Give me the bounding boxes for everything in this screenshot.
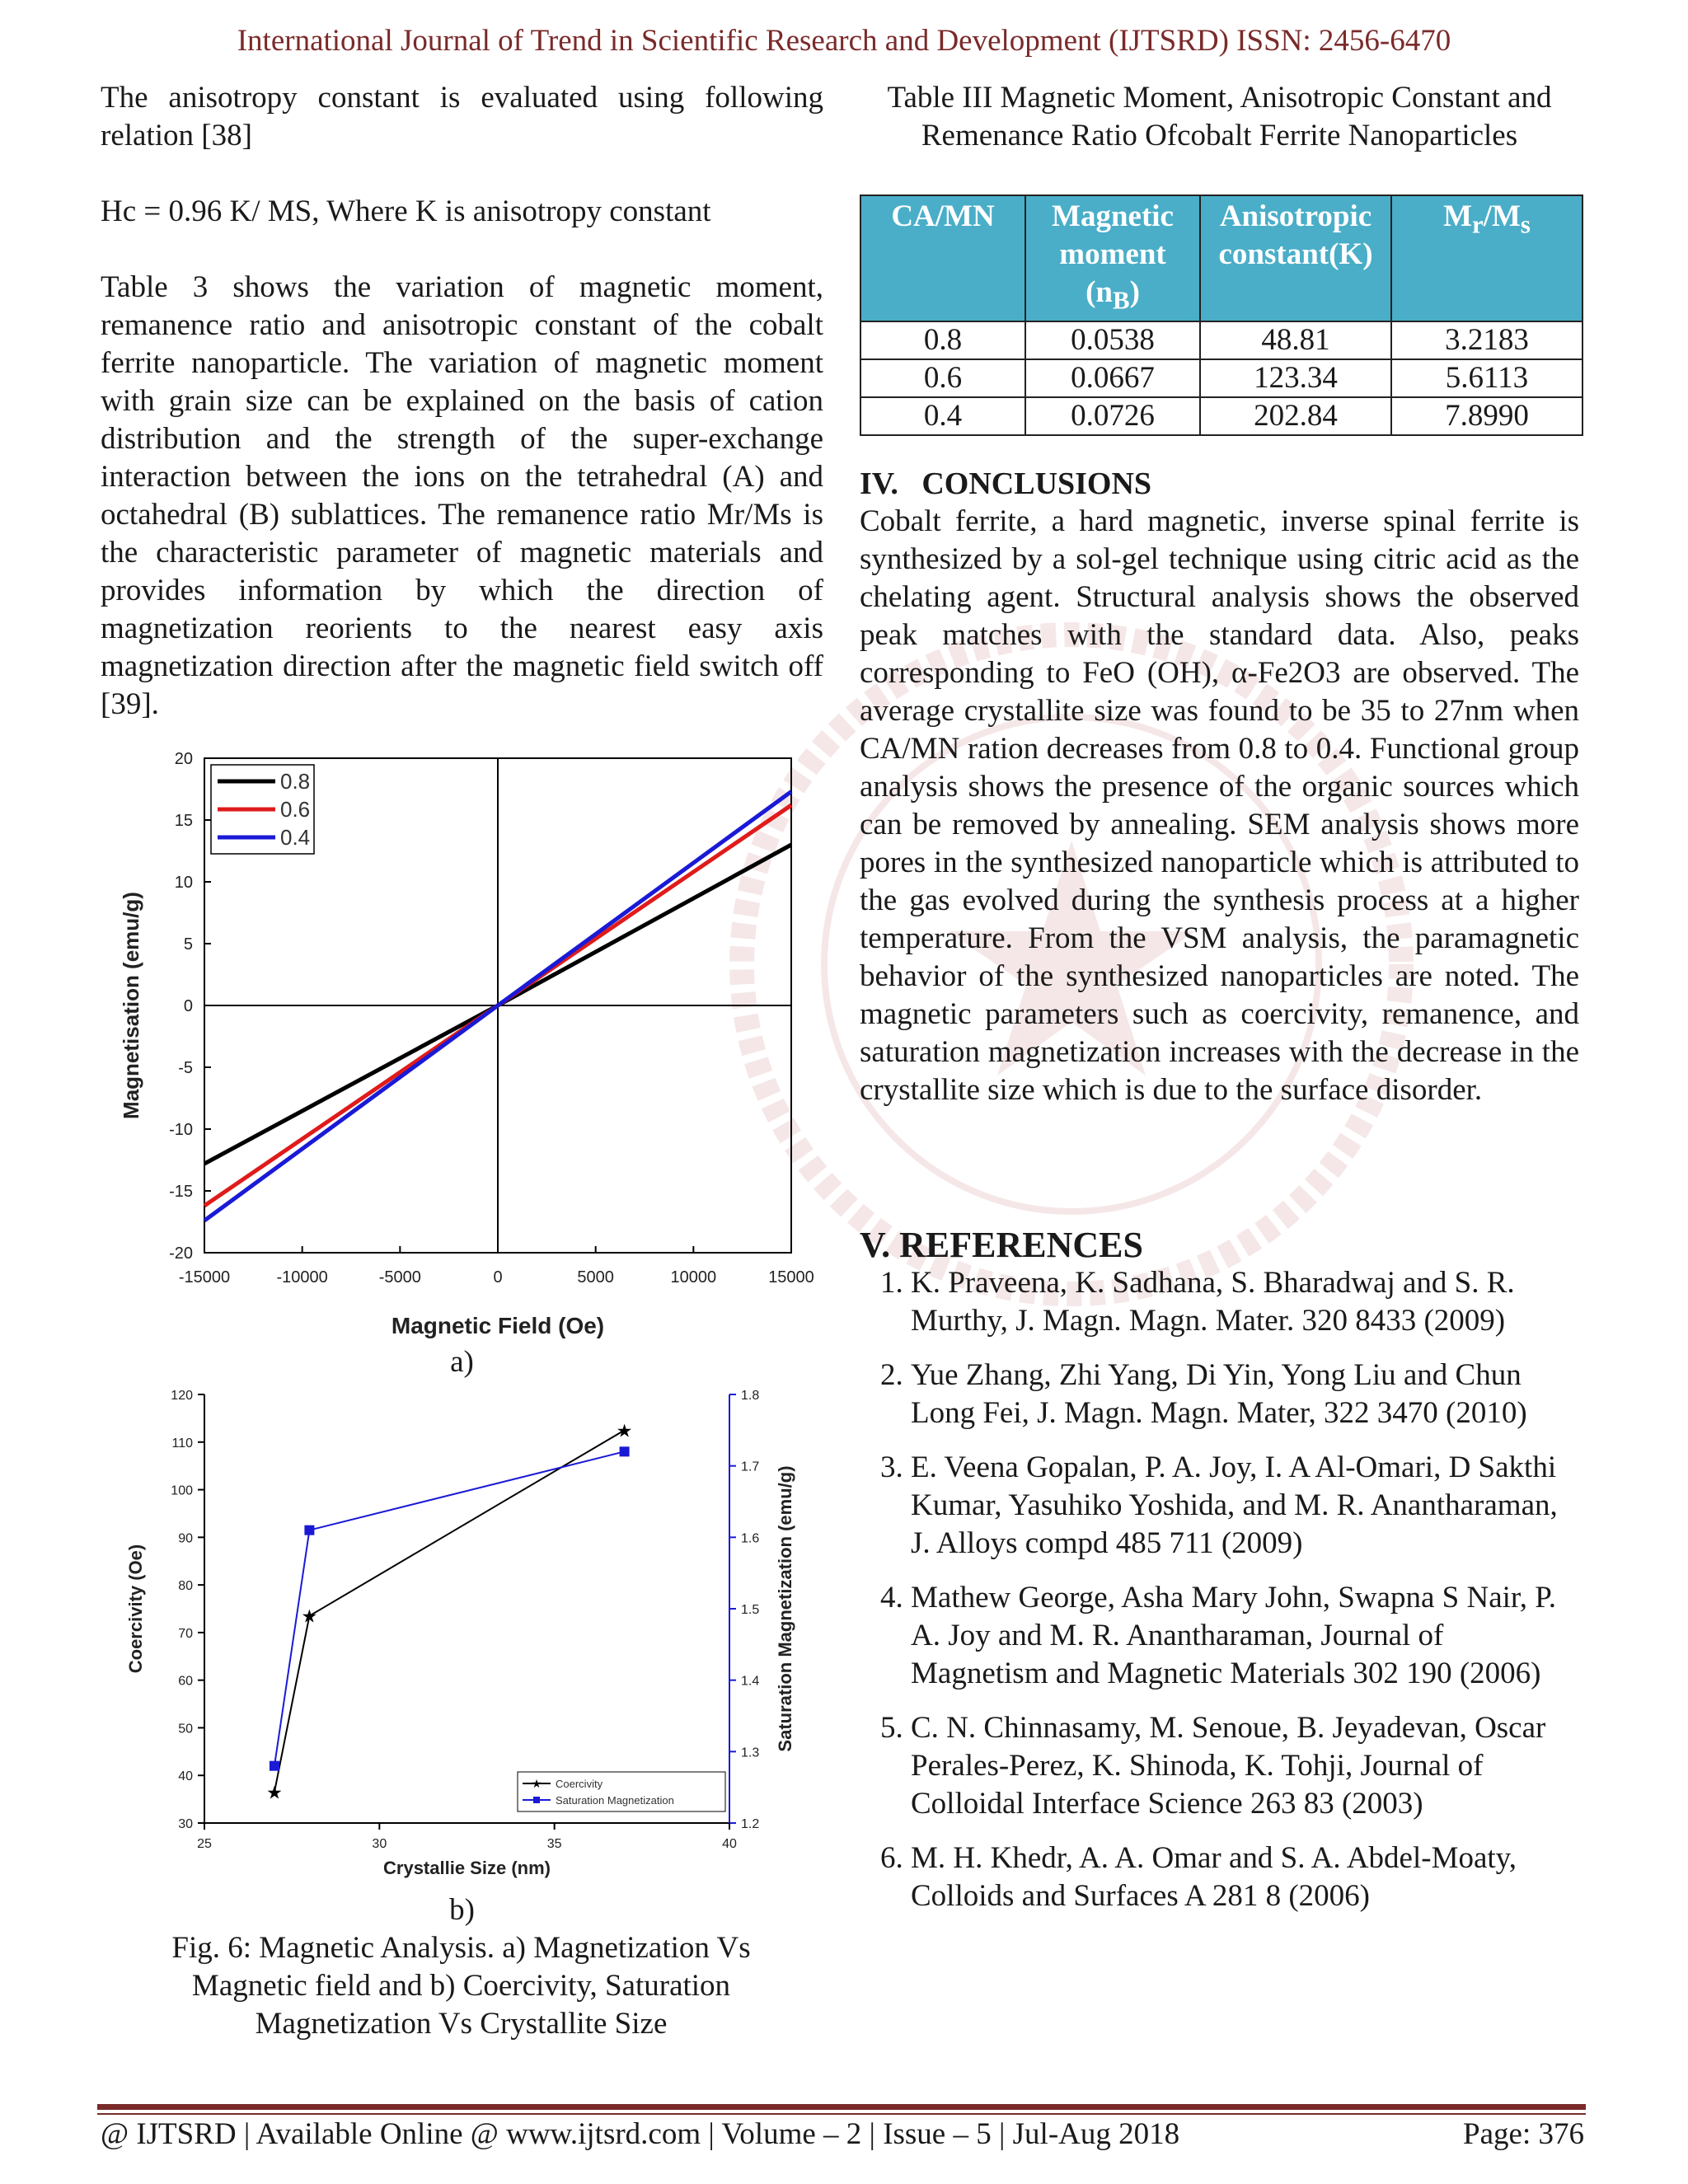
table-discussion: Table 3 shows the variation of magnetic moment, remanence ratio and anisotropic constant of the cobalt ferrite nanoparticle. The variation of magnetic moment with grain size can be explained on the basis of cation distribution and the strength of the super-exchange interaction between the ions on the tetrahedral (A) and octahedral (B) sublattices. The remanence ratio Mr/Ms is the characteristic parameter of magnetic materials and provides information by which the direction of magnetization reorients to the nearest easy axis magnetization direction after the magnetic field switch off [39]. bbox=[101, 270, 823, 721]
y-tick-label: -20 bbox=[169, 1244, 193, 1263]
table-cell: 7.8990 bbox=[1391, 397, 1582, 435]
table-cell: 0.8 bbox=[860, 321, 1025, 359]
header-anisotropic-constant: Anisotropic constant(K) bbox=[1200, 195, 1391, 321]
conclusions-section bbox=[860, 465, 1579, 1109]
sublabel-a: a) bbox=[450, 1345, 474, 1379]
y-tick-label: 70 bbox=[178, 1626, 193, 1641]
table-row bbox=[860, 397, 1582, 435]
saturation-point bbox=[620, 1446, 630, 1456]
header-ms: /M bbox=[1483, 199, 1521, 233]
x-tick-label: 30 bbox=[372, 1837, 387, 1851]
y-tick-label: 90 bbox=[178, 1531, 193, 1546]
footer-rule bbox=[97, 2104, 1586, 2110]
legend-label: 0.4 bbox=[280, 825, 311, 850]
table-row bbox=[860, 359, 1582, 397]
x-tick-label: 35 bbox=[546, 1837, 562, 1851]
coercivity-point: ★ bbox=[301, 1605, 318, 1627]
y2-tick-label: 1.5 bbox=[741, 1603, 760, 1617]
header-moment-sub: B bbox=[1113, 286, 1130, 315]
left-column bbox=[101, 79, 823, 724]
sublabel-b: b) bbox=[449, 1893, 475, 1927]
y-tick-label: 110 bbox=[171, 1436, 193, 1451]
header-magnetic-moment bbox=[1025, 195, 1200, 321]
y2-tick-label: 1.8 bbox=[741, 1389, 760, 1403]
y-tick-label: 10 bbox=[174, 874, 193, 892]
table-row bbox=[860, 321, 1582, 359]
header-mr-sub: r bbox=[1472, 210, 1484, 239]
header-moment-close: ) bbox=[1129, 275, 1140, 309]
page-number: Page: 376 bbox=[1463, 2117, 1584, 2151]
y-tick-label: 80 bbox=[178, 1579, 193, 1594]
y-tick-label: 50 bbox=[178, 1722, 193, 1736]
magnetization-chart bbox=[115, 742, 814, 1343]
table-cell: 5.6113 bbox=[1391, 359, 1582, 397]
x-tick-label: 10000 bbox=[670, 1268, 717, 1286]
references-list bbox=[860, 1264, 1579, 1915]
x-tick-label: -15000 bbox=[178, 1268, 231, 1286]
figure-caption: Fig. 6: Magnetic Analysis. a) Magnetization Vs Magnetic field and b) Coercivity, Saturation Magnetization Vs Crystallite Size bbox=[171, 1931, 751, 2041]
y2-tick-label: 1.2 bbox=[741, 1817, 760, 1831]
conclusions-text: Cobalt ferrite, a hard magnetic, inverse spinal ferrite is synthesized by a sol-gel technique using citric acid as the chelating agent. Structural analysis shows the observed peak matches with the standard data. Also, peaks corresponding to FeO (OH), α-Fe2O3 are observed. The average crystallite size was found to be 35 to 27nm when CA/MN ration decreases from 0.8 to 0.4. Functional group analysis shows the presence of the organic sources which can be removed by annealing. SEM analysis shows more pores in the synthesized nanoparticle which is attributed to the gas evolved during the synthesis process at a higher temperature. From the VSM analysis, the paramagnetic behavior of the synthesized nanoparticles are noted. The magnetic parameters such as coercivity, remanence, and saturation magnetization increases with the decrease in the crystallite size which is due to the surface disorder. bbox=[860, 504, 1579, 1107]
y-tick-label: 40 bbox=[178, 1769, 193, 1784]
reference-item: 3. E. Veena Gopalan, P. A. Joy, I. A Al-Omari, D Sakthi Kumar, Yasuhiko Yoshida, and M. R. Anantharaman, J. Alloys compd 485 711 (2009) bbox=[911, 1449, 1579, 1563]
table-cell: 0.0538 bbox=[1025, 321, 1200, 359]
table-cell: 48.81 bbox=[1200, 321, 1391, 359]
reference-item: 4. Mathew George, Asha Mary John, Swapna S Nair, P. A. Joy and M. R. Anantharaman, Journal of Magnetism and Magnetic Materials 302 190 (2006) bbox=[911, 1579, 1579, 1693]
y-tick-label: 0 bbox=[183, 997, 193, 1015]
reference-item: 6. M. H. Khedr, A. A. Omar and S. A. Abdel-Moaty, Colloids and Surfaces A 281 8 (2006) bbox=[911, 1840, 1579, 1915]
y-tick-label: 60 bbox=[178, 1674, 193, 1689]
x-tick-label: 5000 bbox=[577, 1268, 614, 1286]
legend-label: 0.8 bbox=[280, 769, 311, 794]
footer-rule-thin bbox=[97, 2113, 1586, 2115]
y-axis-label: Coercivity (Oe) bbox=[125, 1544, 146, 1674]
table-header-row bbox=[860, 195, 1582, 321]
x-axis-label: Crystallie Size (nm) bbox=[383, 1858, 551, 1878]
y2-tick-label: 1.6 bbox=[741, 1531, 760, 1546]
header-moment-unit: (n bbox=[1085, 275, 1113, 309]
legend-marker bbox=[533, 1797, 540, 1803]
table-cell: 0.6 bbox=[860, 359, 1025, 397]
header-mr: M bbox=[1443, 199, 1473, 233]
header-moment-text: Magnetic moment bbox=[1052, 199, 1174, 271]
y2-tick-label: 1.3 bbox=[741, 1746, 760, 1760]
y-tick-label: -5 bbox=[178, 1059, 193, 1077]
table-cell: 0.4 bbox=[860, 397, 1025, 435]
y2-tick-label: 1.4 bbox=[741, 1674, 760, 1689]
legend-marker: ★ bbox=[531, 1777, 542, 1790]
header-ca-mn: CA/MN bbox=[860, 195, 1025, 321]
series-line-coercivity bbox=[274, 1430, 625, 1792]
footer-info: @ IJTSRD | Available Online @ www.ijtsrd.com | Volume – 2 | Issue – 5 | Jul-Aug 2018 bbox=[101, 2117, 1180, 2151]
header-remanence-ratio bbox=[1391, 195, 1582, 321]
legend-label: 0.6 bbox=[280, 797, 311, 822]
header-ms-sub: s bbox=[1520, 210, 1531, 239]
references-title: V. REFERENCES bbox=[860, 1225, 1143, 1265]
table-cell: 123.34 bbox=[1200, 359, 1391, 397]
x-tick-label: 0 bbox=[493, 1268, 503, 1286]
x-tick-label: 40 bbox=[722, 1837, 737, 1851]
y-tick-label: 5 bbox=[183, 935, 193, 954]
y-tick-label: 15 bbox=[174, 812, 193, 830]
y-tick-label: 120 bbox=[171, 1389, 193, 1403]
coercivity-saturation-chart bbox=[115, 1378, 808, 1887]
journal-header: International Journal of Trend in Scientific Research and Development (IJTSRD) ISSN: 2456-6470 bbox=[237, 24, 1451, 58]
series-line-saturation-magnetization bbox=[274, 1451, 625, 1765]
references-section bbox=[860, 1226, 1579, 1932]
y2-tick-label: 1.7 bbox=[741, 1460, 760, 1474]
legend-label: Coercivity bbox=[556, 1778, 603, 1790]
table-cell: 0.0667 bbox=[1025, 359, 1200, 397]
anisotropy-formula: Hc = 0.96 K/ MS, Where K is anisotropy constant bbox=[101, 194, 711, 228]
x-tick-label: -10000 bbox=[276, 1268, 328, 1286]
table-cell: 3.2183 bbox=[1391, 321, 1582, 359]
y-tick-label: -15 bbox=[169, 1183, 193, 1201]
y-axis-label: Magnetisation (emu/g) bbox=[119, 892, 143, 1119]
table-cell: 0.0726 bbox=[1025, 397, 1200, 435]
table-caption: Table III Magnetic Moment, Anisotropic Constant and Remenance Ratio Ofcobalt Ferrite Nanoparticles bbox=[887, 81, 1552, 152]
x-tick-label: 25 bbox=[197, 1837, 212, 1851]
y2-axis-label: Saturation Magnetization (emu/g) bbox=[775, 1465, 795, 1752]
coercivity-point: ★ bbox=[266, 1782, 283, 1803]
y-tick-label: 20 bbox=[174, 750, 193, 768]
saturation-point bbox=[270, 1761, 279, 1771]
reference-item: 5. C. N. Chinnasamy, M. Senoue, B. Jeyadevan, Oscar Perales-Perez, K. Shinoda, K. Tohji, Journal of Colloidal Interface Science 263 83 (2003) bbox=[911, 1709, 1579, 1823]
y-tick-label: 30 bbox=[178, 1817, 193, 1831]
x-tick-label: -5000 bbox=[378, 1268, 421, 1286]
saturation-point bbox=[304, 1526, 314, 1535]
x-axis-label: Magnetic Field (Oe) bbox=[391, 1313, 605, 1338]
anisotropy-intro: The anisotropy constant is evaluated using following relation [38] bbox=[101, 81, 823, 152]
magnetic-table bbox=[860, 194, 1583, 436]
coercivity-point: ★ bbox=[616, 1420, 633, 1441]
y-tick-label: -10 bbox=[169, 1121, 193, 1139]
reference-item: 2. Yue Zhang, Zhi Yang, Di Yin, Yong Liu and Chun Long Fei, J. Magn. Magn. Mater, 322 3470 (2010) bbox=[911, 1357, 1579, 1432]
conclusions-title: IV. CONCLUSIONS bbox=[860, 466, 1152, 501]
reference-item: 1. K. Praveena, K. Sadhana, S. Bharadwaj and S. R. Murthy, J. Magn. Magn. Mater. 320 8433 (2009) bbox=[911, 1264, 1579, 1340]
table-cell: 202.84 bbox=[1200, 397, 1391, 435]
x-tick-label: 15000 bbox=[768, 1268, 814, 1286]
legend-label: Saturation Magnetization bbox=[556, 1794, 674, 1807]
page-footer bbox=[101, 2116, 1584, 2152]
y-tick-label: 100 bbox=[171, 1483, 193, 1498]
